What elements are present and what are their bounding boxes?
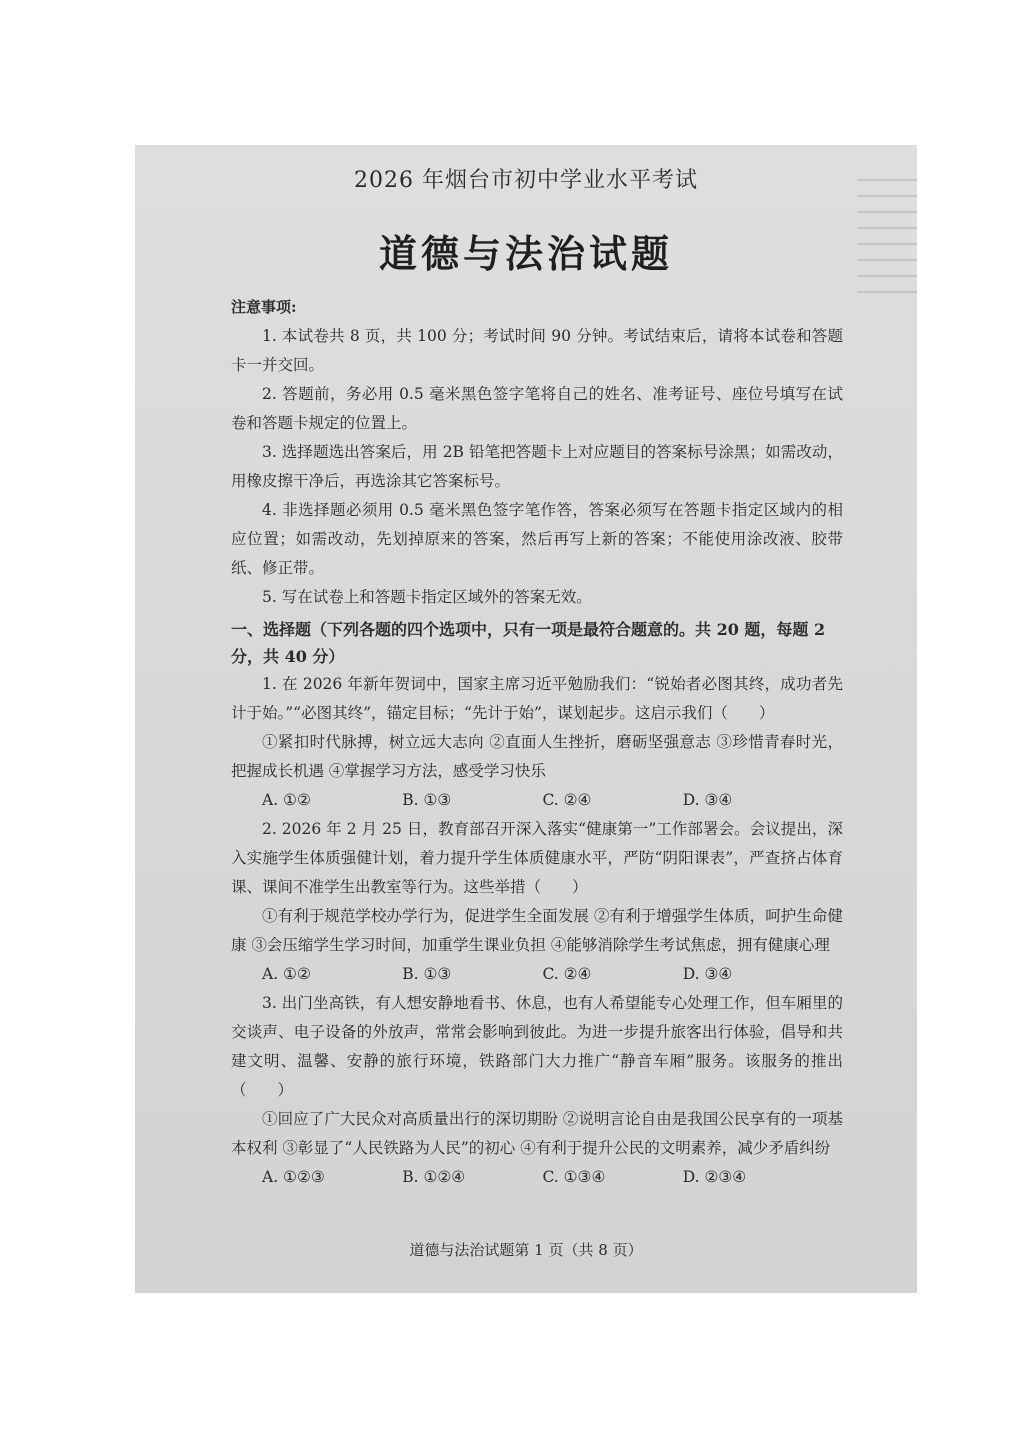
note-item-2: 2. 答题前，务必用 0.5 毫米黑色签字笔将自己的姓名、准考证号、座位号填写在试卷和答题卡规定的位置上。 [231, 385, 843, 432]
section-heading: 一、选择题（下列各题的四个选项中，只有一项是最符合题意的。共 20 题，每题 2 分，共 40 分） [231, 620, 826, 666]
option-c: C. ①③④ [542, 1168, 606, 1186]
exam-name: 2026 年烟台市初中学业水平考试 [354, 168, 698, 193]
option-a: A. ①②③ [262, 1168, 325, 1186]
exam-paper-sheet [135, 145, 917, 1293]
question-stem: 1. 在 2026 年新年贺词中，国家主席习近平勉励我们：“锐始者必图其终，成功者先计于始。”“必图其终”，锚定目标；“先计于始”，谋划起步。这启示我们（ ） [231, 675, 843, 722]
option-c: C. ②④ [542, 965, 592, 983]
page-footer: 道德与法治试题第 1 页（共 8 页） [409, 1241, 643, 1259]
subject-title: 道德与法治试题 [378, 231, 673, 276]
note-item-3: 3. 选择题选出答案后，用 2B 铅笔把答题卡上对应题目的答案标号涂黑；如需改动，用橡皮擦干净后，再选涂其它答案标号。 [231, 443, 843, 490]
option-a: A. ①② [262, 965, 311, 983]
option-b: B. ①②④ [402, 1168, 466, 1186]
question-3 [231, 989, 843, 1192]
question-stem: 2. 2026 年 2 月 25 日，教育部召开深入落实“健康第一”工作部署会。会议提出，深入实施学生体质强健计划，着力提升学生体质健康水平，严防“阴阳课表”，严查挤占体育课、课间不准学生出教室等行为。这些举措（ ） [231, 820, 843, 896]
notes-heading: 注意事项: [231, 298, 297, 316]
option-a: A. ①② [262, 791, 311, 809]
question-options [231, 960, 843, 989]
question-options [231, 786, 843, 815]
option-d: D. ③④ [682, 965, 733, 983]
option-d: D. ③④ [682, 791, 733, 809]
question-1 [231, 670, 843, 815]
question-2 [231, 815, 843, 989]
question-statements: ①紧扣时代脉搏，树立远大志向 ②直面人生挫折，磨砺坚强意志 ③珍惜青春时光，把握成长机遇 ④掌握学习方法，感受学习快乐 [231, 733, 843, 780]
question-options [231, 1163, 843, 1192]
option-c: C. ②④ [542, 791, 592, 809]
exam-content [231, 293, 843, 1192]
option-b: B. ①③ [402, 791, 452, 809]
question-stem: 3. 出门坐高铁，有人想安静地看书、休息，也有人希望能专心处理工作，但车厢里的交谈声、电子设备的外放声，常常会影响到彼此。为进一步提升旅客出行体验，倡导和共建文明、温馨、安静的旅行环境，铁路部门大力推广“静音车厢”服务。该服务的推出（ ） [231, 994, 843, 1099]
question-statements: ①有利于规范学校办学行为，促进学生全面发展 ②有利于增强学生体质，呵护生命健康 ③会压缩学生学习时间，加重学生课业负担 ④能够消除学生考试焦虑，拥有健康心理 [231, 907, 843, 954]
option-b: B. ①③ [402, 965, 452, 983]
note-item-5: 5. 写在试卷上和答题卡指定区域外的答案无效。 [262, 588, 592, 606]
question-statements: ①回应了广大民众对高质量出行的深切期盼 ②说明言论自由是我国公民享有的一项基本权利 ③彰显了“人民铁路为人民”的初心 ④有利于提升公民的文明素养，减少矛盾纠纷 [231, 1110, 843, 1157]
note-item-1: 1. 本试卷共 8 页，共 100 分；考试时间 90 分钟。考试结束后，请将本试卷和答题卡一并交回。 [231, 327, 843, 374]
note-item-4: 4. 非选择题必须用 0.5 毫米黑色签字笔作答，答案必须写在答题卡指定区域内的相应位置；如需改动，先划掉原来的答案，然后再写上新的答案；不能使用涂改液、胶带纸、修正带。 [231, 501, 843, 577]
option-d: D. ②③④ [682, 1168, 747, 1186]
